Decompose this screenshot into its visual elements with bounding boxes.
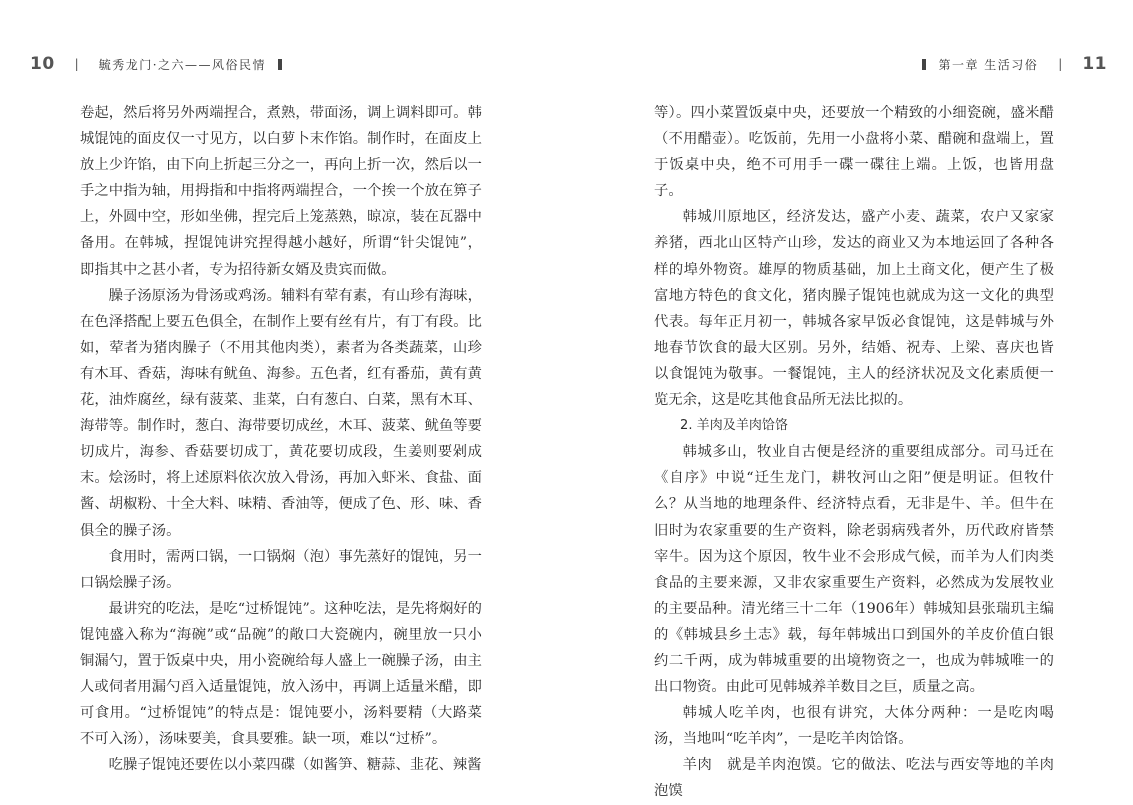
right-page-body bbox=[654, 100, 1054, 805]
paragraph: 食用时，需两口锅，一口锅焖（泡）事先蒸好的馄饨，另一口锅烩臊子汤。 bbox=[80, 548, 482, 591]
paragraph: 韩城人吃羊肉，也很有讲究，大体分两种：一是吃肉喝汤，当地叫“吃羊肉”，一是吃羊肉饸饹。 bbox=[654, 705, 1054, 748]
left-header-marker bbox=[278, 59, 282, 70]
paragraph: 羊肉 就是羊肉泡馍。它的做法、吃法与西安等地的羊肉泡馍 bbox=[654, 757, 1054, 800]
left-header-separator: | bbox=[74, 57, 79, 71]
left-page-header bbox=[30, 50, 282, 78]
left-page-number: 10 bbox=[30, 54, 55, 74]
right-header-separator: | bbox=[1058, 57, 1063, 71]
left-page-body bbox=[80, 100, 482, 778]
right-running-title: 第一章 生活习俗 bbox=[938, 57, 1039, 72]
right-page-header bbox=[922, 50, 1107, 78]
paragraph: 吃臊子馄饨还要佐以小菜四碟（如酱笋、糖蒜、韭花、辣酱 bbox=[108, 757, 482, 774]
paragraph: 韩城川原地区，经济发达，盛产小麦、蔬菜，农户又家家养猪，西北山区特产山珍，发达的商业又为本地运回了各种各样的埠外物资。雄厚的物质基础，加上土商文化，便产生了极富地方特色的食文化，猪肉臊子馄饨也就成为这一文化的典型代表。每年正月初一，韩城各家早饭必食馄饨，这是韩城与外地春节饮食的最大区别。另外，结婚、祝寿、上梁、喜庆也皆以食馄饨为敬事。一餐馄饨，主人的经济状况及文化素质便一览无余，这是吃其他食品所无法比拟的。 bbox=[654, 209, 1054, 409]
right-header-marker bbox=[922, 59, 926, 70]
left-running-title: 毓秀龙门·之六——风俗民情 bbox=[98, 57, 267, 72]
paragraph: 韩城多山，牧业自古便是经济的重要组成部分。司马迁在《自序》中说“迁生龙门，耕牧河山之阳”便是明证。但牧什么？从当地的地理条件、经济特点看，无非是牛、羊。但牛在旧时为农家重要的生产资料，除老弱病残者外，历代政府皆禁宰牛。因为这个原因，牧牛业不会形成气候，而羊为人们肉类食品的主要来源，又非农家重要生产资料，必然成为发展牧业的主要品种。清光绪三十二年（1906年）韩城知县张瑞玑主编的《韩城县乡土志》载，每年韩城出口到国外的羊皮价值白银约二千两，成为韩城重要的出境物资之一，也成为韩城唯一的出口物资。由此可见韩城养羊数目之巨，质量之高。 bbox=[654, 444, 1054, 696]
paragraph: 最讲究的吃法，是吃“过桥馄饨”。这种吃法，是先将焖好的馄饨盛入称为“海碗”或“品碗”的敞口大瓷碗内，碗里放一只小铜漏勺，置于饭桌中央，用小瓷碗给每人盛上一碗臊子汤，由主人或伺者用漏勺舀入适量馄饨，放入汤中，再调上适量米醋，即可食用。“过桥馄饨”的特点是：馄饨要小，汤料要精（大路菜不可入汤），汤味要美，食具要雅。缺一项，难以“过桥”。 bbox=[80, 600, 482, 748]
paragraph: 臊子汤原汤为骨汤或鸡汤。辅料有荤有素，有山珍有海味，在色泽搭配上要五色俱全，在制作上要有丝有片，有丁有段。比如，荤者为猪肉臊子（不用其他肉类），素者为各类蔬菜，山珍有木耳、香菇，海味有鱿鱼、海参。五色者，红有番茄，黄有黄花，油炸腐丝，绿有菠菜、韭菜，白有葱白、白菜，黑有木耳、海带等。制作时，葱白、海带要切成丝，木耳、菠菜、鱿鱼等要切成片，海参、香菇要切成丁，黄花要切成段，生姜则要剁成末。烩汤时，将上述原料依次放入骨汤，再加入虾米、食盐、面酱、胡椒粉、十全大料、味精、香油等，便成了色、形、味、香俱全的臊子汤。 bbox=[80, 287, 482, 539]
right-page-number: 11 bbox=[1082, 54, 1107, 74]
paragraph: 卷起，然后将另外两端捏合，煮熟，带面汤，调上调料即可。韩城馄饨的面皮仅一寸见方，以白萝卜末作馅。制作时，在面皮上放上少许馅，由下向上折起三分之一，再向上折一次，然后以一手之中指为轴，用拇指和中指将两端捏合，一个挨一个放在箅子上，外圆中空，形如坐佛，捏完后上笼蒸熟，晾凉，装在瓦器中备用。在韩城，捏馄饨讲究捏得越小越好，所谓“针尖馄饨”，即指其中之甚小者，专为招待新女婿及贵宾而做。 bbox=[80, 105, 482, 278]
paragraph: 等）。四小菜置饭桌中央，还要放一个精致的小细瓷碗，盛米醋（不用醋壶）。吃饭前，先用一小盘将小菜、醋碗和盘端上，置于饭桌中央，绝不可用手一碟一碟往上端。上饭，也皆用盘子。 bbox=[654, 105, 1054, 200]
section-subheading: 2. 羊肉及羊肉饸饹 bbox=[680, 418, 789, 434]
